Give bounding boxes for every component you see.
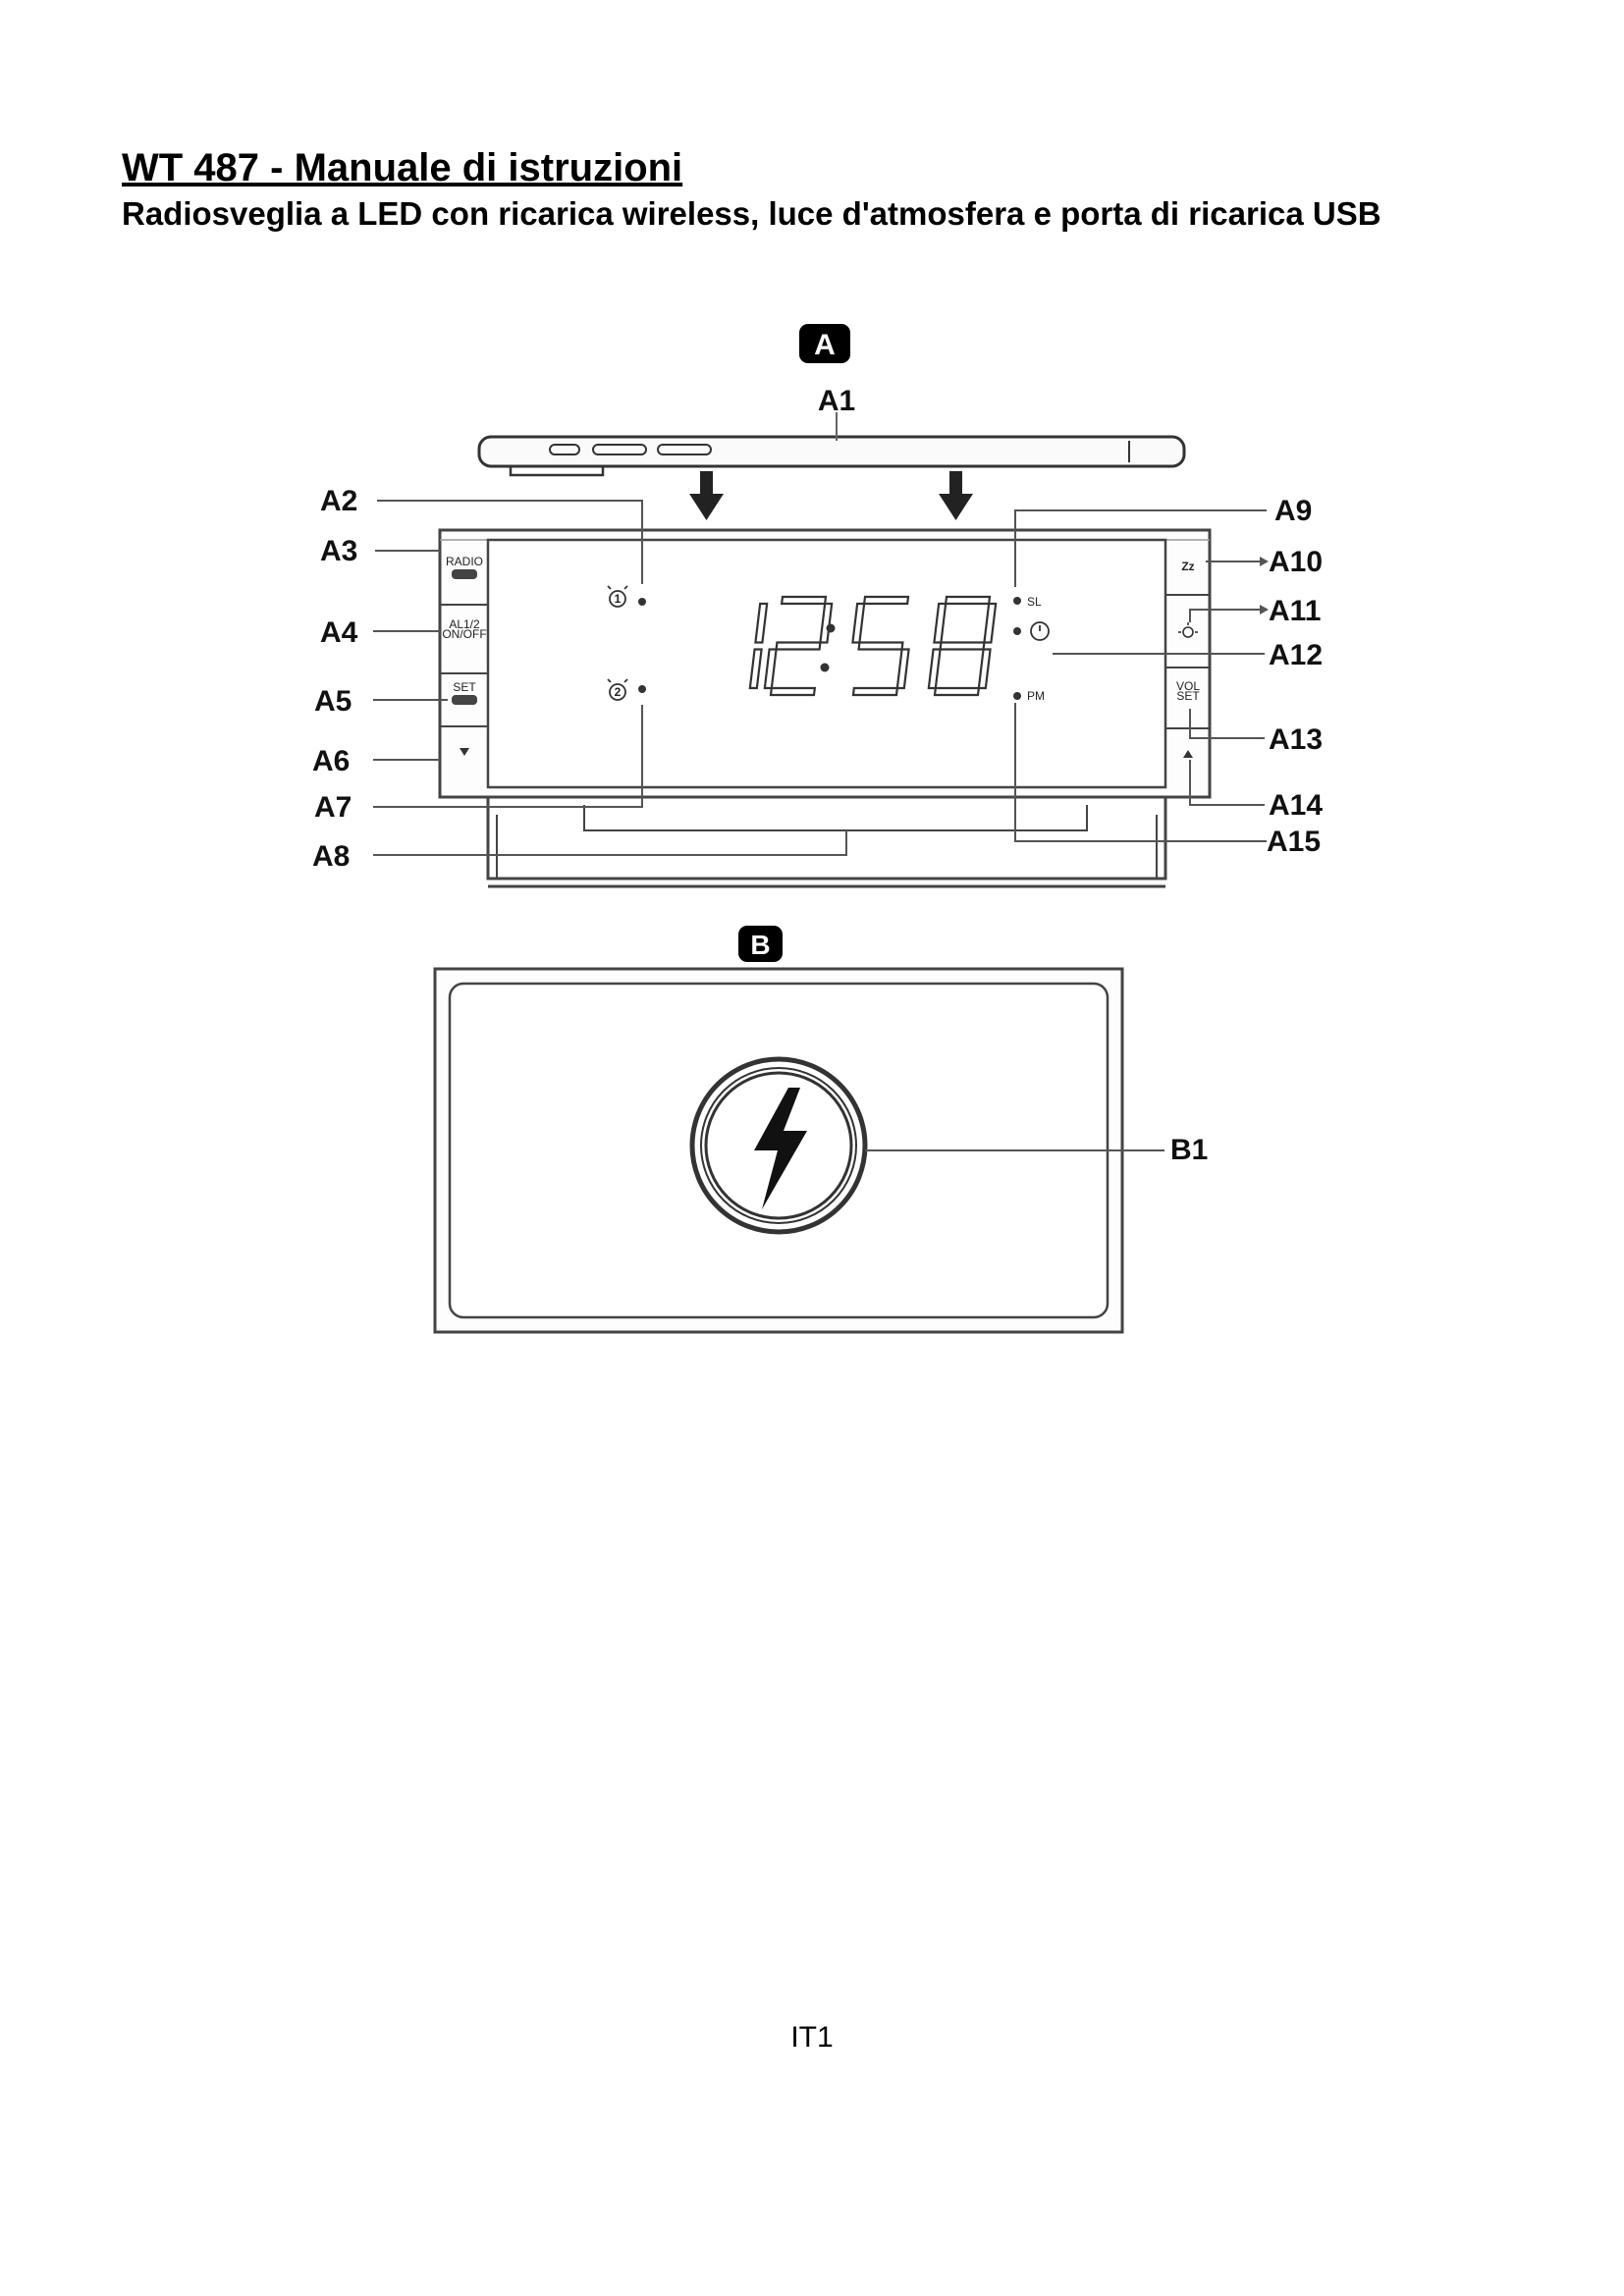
svg-text:RADIO: RADIO (445, 555, 484, 568)
down-arrow-icon (939, 471, 973, 520)
section-b-letter: B (750, 930, 771, 960)
document-subtitle: Radiosveglia a LED con ricarica wireless, luce d'atmosfera e porta di ricarica USB (122, 195, 1381, 232)
down-arrow-icon (689, 471, 724, 520)
top-panel-view (479, 412, 1184, 475)
section-a-badge (799, 324, 850, 363)
label-a3: A3 (320, 535, 358, 567)
svg-text:ON/OFF: ON/OFF (442, 627, 487, 641)
clock-body (440, 530, 1210, 886)
led-segment (864, 597, 908, 604)
led-segment (859, 643, 903, 650)
led-segment (946, 597, 990, 604)
label-a13: A13 (1269, 723, 1324, 756)
led-segment (941, 643, 985, 650)
label-a6: A6 (312, 745, 351, 777)
label-a8: A8 (312, 840, 351, 873)
label-a1: A1 (817, 385, 856, 417)
label-a12: A12 (1269, 639, 1324, 671)
led-segment (935, 688, 979, 695)
snooze-icon: Zz (1181, 560, 1195, 573)
label-a4: A4 (320, 616, 358, 649)
label-b1: B1 (1170, 1134, 1209, 1166)
label-a5: A5 (314, 685, 352, 718)
label-a11: A11 (1269, 595, 1322, 627)
led-segment (782, 597, 826, 604)
led-colon-dot (827, 624, 836, 633)
label-a14: A14 (1269, 789, 1324, 822)
sleep-indicator: SL (1027, 595, 1042, 609)
page-number: IT1 (790, 2021, 834, 2054)
label-a9: A9 (1274, 495, 1313, 527)
svg-text:1: 1 (614, 592, 622, 606)
led-colon-dot (821, 664, 830, 672)
label-a15: A15 (1267, 826, 1322, 858)
document-title: WT 487 - Manuale di istruzioni (122, 146, 683, 189)
led-segment (777, 643, 821, 650)
svg-text:2: 2 (614, 685, 622, 699)
charging-coil (692, 1059, 865, 1232)
pm-indicator: PM (1027, 689, 1045, 703)
svg-text:SET: SET (1176, 689, 1200, 703)
section-a-letter: A (814, 329, 836, 361)
svg-text:VOL: VOL (1175, 679, 1201, 693)
radio-button-marking (452, 569, 477, 579)
svg-text:SET: SET (453, 680, 476, 694)
label-a10: A10 (1269, 546, 1324, 578)
label-a7: A7 (314, 791, 352, 824)
led-segment (771, 688, 815, 695)
set-button-marking (452, 695, 477, 705)
label-a2: A2 (320, 485, 358, 517)
led-segment (853, 688, 897, 695)
section-b-badge (738, 926, 783, 962)
svg-text:AL1/2: AL1/2 (449, 617, 480, 631)
